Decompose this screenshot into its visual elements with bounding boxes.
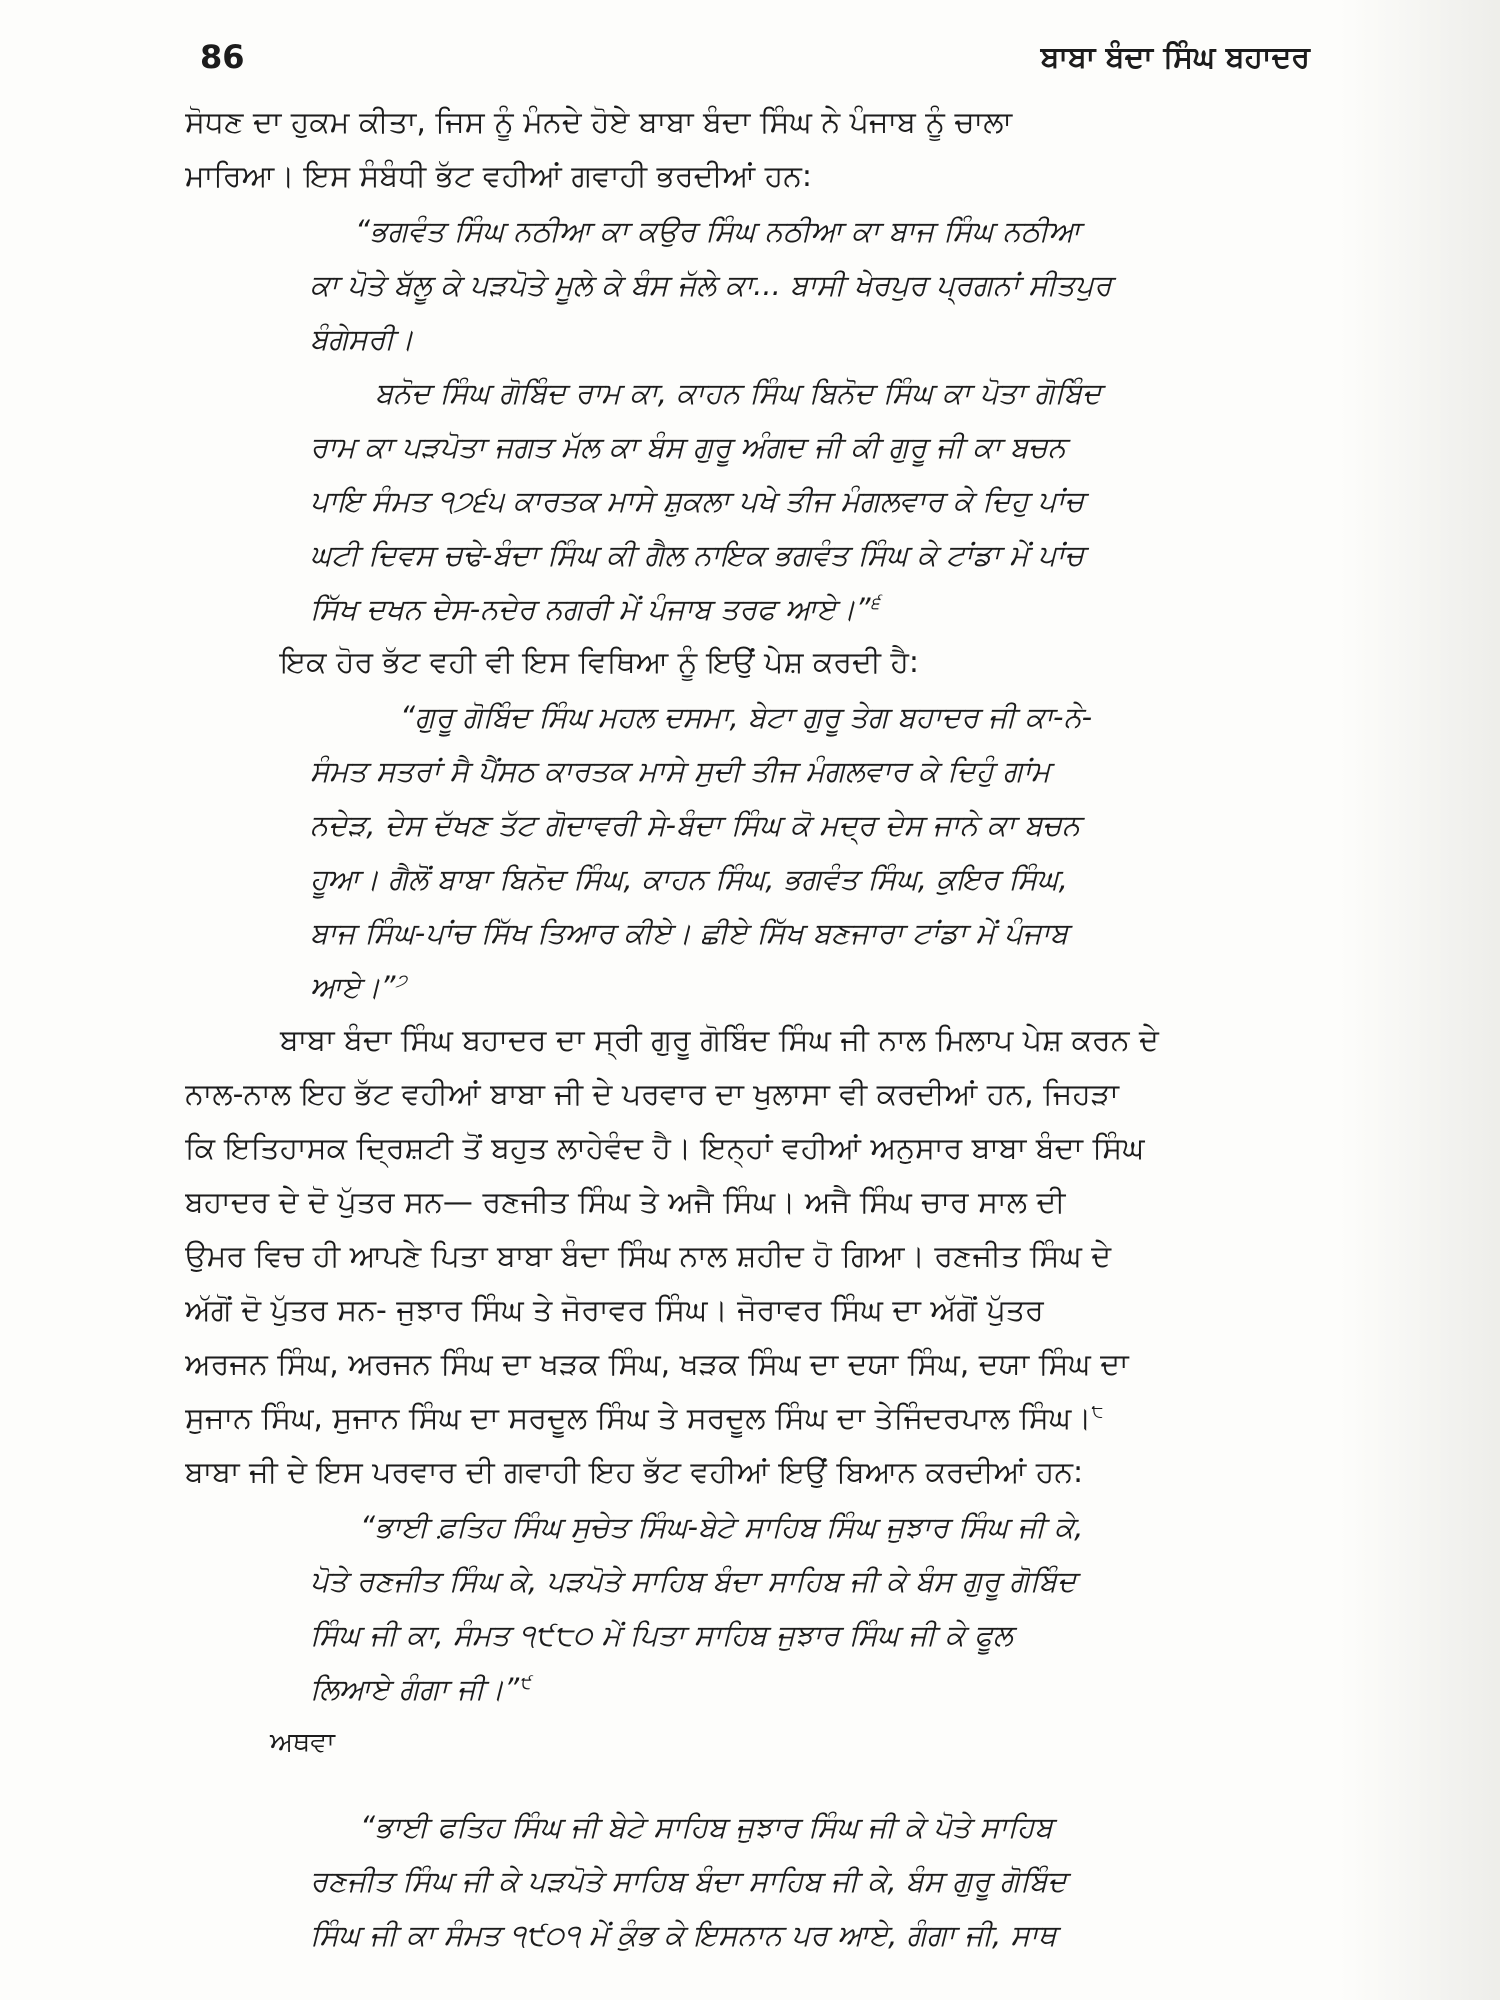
text-line: ਉਮਰ ਵਿਚ ਹੀ ਆਪਣੇ ਪਿਤਾ ਬਾਬਾ ਬੰਦਾ ਸਿੰਘ ਨਾਲ ਸ਼ਹੀਦ ਹੋ ਗਿਆ। ਰਣਜੀਤ ਸਿੰਘ ਦੇ [185, 1239, 1112, 1274]
page-body [185, 96, 1315, 1962]
quote-line: ਪੋਤੇ ਰਣਜੀਤ ਸਿੰਘ ਕੇ, ਪੜਪੋਤੇ ਸਾਹਿਬ ਬੰਦਾ ਸਾਹਿਬ ਜੀ ਕੇ ਬੰਸ ਗੁਰੂ ਗੋਬਿੰਦ [310, 1564, 1077, 1598]
body-text: ਸੁਜਾਨ ਸਿੰਘ, ਸੁਜਾਨ ਸਿੰਘ ਦਾ ਸਰਦੂਲ ਸਿੰਘ ਤੇ ਸਰਦੂਲ ਸਿੰਘ ਦਾ ਤੇਜਿੰਦਰਪਾਲ ਸਿੰਘ। [185, 1401, 1092, 1436]
quote-line: ਬਨੋਦ ਸਿੰਘ ਗੋਬਿੰਦ ਰਾਮ ਕਾ, ਕਾਹਨ ਸਿੰਘ ਬਿਨੋਦ ਸਿੰਘ ਕਾ ਪੋਤਾ ਗੋਬਿੰਦ [375, 376, 1102, 410]
quote-line: ਪਾਇ ਸੰਮਤ ੧੭੬੫ ਕਾਰਤਕ ਮਾਸੇ ਸ਼ੁਕਲਾ ਪਖੇ ਤੀਜ ਮੰਗਲਵਾਰ ਕੇ ਦਿਹੁ ਪਾਂਚ [310, 484, 1085, 518]
quote-text: ਆਏ।” [310, 970, 396, 1004]
quote-line: ਬੰਗੇਸਰੀ। [310, 322, 414, 356]
text-line: ਸੋਧਣ ਦਾ ਹੁਕਮ ਕੀਤਾ, ਜਿਸ ਨੂੰ ਮੰਨਦੇ ਹੋਏ ਬਾਬਾ ਬੰਦਾ ਸਿੰਘ ਨੇ ਪੰਜਾਬ ਨੂੰ ਚਾਲਾ [185, 105, 1013, 140]
quote-line: ਸੰਮਤ ਸਤਰਾਂ ਸੈ ਪੈਂਸਠ ਕਾਰਤਕ ਮਾਸੇ ਸੁਦੀ ਤੀਜ ਮੰਗਲਵਾਰ ਕੇ ਦਿਹੁੰ ਗਾਂਮ [310, 754, 1051, 788]
quote-line: “ਭਾਈ ਫਤਿਹ ਸਿੰਘ ਜੀ ਬੇਟੇ ਸਾਹਿਬ ਜੁਝਾਰ ਸਿੰਘ ਜੀ ਕੇ ਪੋਤੇ ਸਾਹਿਬ [360, 1810, 1053, 1844]
quote-line [185, 960, 1315, 1014]
footnote-marker: ੭ [395, 970, 408, 992]
quote-line: ਰਣਜੀਤ ਸਿੰਘ ਜੀ ਕੇ ਪੜਪੋਤੇ ਸਾਹਿਬ ਬੰਦਾ ਸਾਹਿਬ ਜੀ ਕੇ, ਬੰਸ ਗੁਰੂ ਗੋਬਿੰਦ [310, 1864, 1067, 1898]
page-number: 86 [200, 38, 245, 76]
quote-line: ਰਾਮ ਕਾ ਪੜਪੋਤਾ ਜਗਤ ਮੱਲ ਕਾ ਬੰਸ ਗੁਰੂ ਅੰਗਦ ਜੀ ਕੀ ਗੁਰੂ ਜੀ ਕਾ ਬਚਨ [310, 430, 1066, 464]
quote-line: ਬਾਜ ਸਿੰਘ-ਪਾਂਚ ਸਿੱਖ ਤਿਆਰ ਕੀਏ। ਛੀਏ ਸਿੱਖ ਬਣਜਾਰਾ ਟਾਂਡਾ ਮੇਂ ਪੰਜਾਬ [310, 916, 1069, 950]
quote-line [185, 1662, 1315, 1716]
running-title: ਬਾਬਾ ਬੰਦਾ ਸਿੰਘ ਬਹਾਦਰ [1040, 40, 1310, 75]
quote-line: ਸਿੰਘ ਜੀ ਕਾ, ਸੰਮਤ ੧੯੮੦ ਮੇਂ ਪਿਤਾ ਸਾਹਿਬ ਜੁਝਾਰ ਸਿੰਘ ਜੀ ਕੇ ਫੂਲ [310, 1618, 1013, 1652]
quote-text: ਲਿਆਏ ਗੰਗਾ ਜੀ।” [310, 1672, 520, 1706]
quote-line: ਘਟੀ ਦਿਵਸ ਚਢੇ-ਬੰਦਾ ਸਿੰਘ ਕੀ ਗੈਲ ਨਾਇਕ ਭਗਵੰਤ ਸਿੰਘ ਕੇ ਟਾਂਡਾ ਮੇਂ ਪਾਂਚ [310, 538, 1085, 572]
quote-line: ਕਾ ਪੋਤੇ ਬੱਲੂ ਕੇ ਪੜਪੋਤੇ ਮੂਲੇ ਕੇ ਬੰਸ ਜੱਲੇ ਕਾ... ਬਾਸੀ ਖੇਰਪੁਰ ਪ੍ਰਗਨਾਂ ਸੀਤਪੁਰ [310, 268, 1112, 302]
text-line: ਮਾਰਿਆ। ਇਸ ਸੰਬੰਧੀ ਭੱਟ ਵਹੀਆਂ ਗਵਾਹੀ ਭਰਦੀਆਂ ਹਨ: [185, 159, 813, 194]
page-edge-shadow [1340, 0, 1500, 2000]
blank-line [185, 1770, 1315, 1800]
text-line: ਬਾਬਾ ਜੀ ਦੇ ਇਸ ਪਰਵਾਰ ਦੀ ਗਵਾਹੀ ਇਹ ਭੱਟ ਵਹੀਆਂ ਇਉਂ ਬਿਆਨ ਕਰਦੀਆਂ ਹਨ: [185, 1455, 1084, 1490]
text-line: ਇਕ ਹੋਰ ਭੱਟ ਵਹੀ ਵੀ ਇਸ ਵਿਥਿਆ ਨੂੰ ਇਉਂ ਪੇਸ਼ ਕਰਦੀ ਹੈ: [280, 645, 919, 680]
page-header [200, 38, 1310, 88]
footnote-marker: ੯ [519, 1672, 531, 1694]
quote-line: ਹੂਆ। ਗੈਲੋਂ ਬਾਬਾ ਬਿਨੋਦ ਸਿੰਘ, ਕਾਹਨ ਸਿੰਘ, ਭਗਵੰਤ ਸਿੰਘ, ਕੁਇਰ ਸਿੰਘ, [310, 862, 1068, 896]
text-line: ਨਾਲ-ਨਾਲ ਇਹ ਭੱਟ ਵਹੀਆਂ ਬਾਬਾ ਜੀ ਦੇ ਪਰਵਾਰ ਦਾ ਖੁਲਾਸਾ ਵੀ ਕਰਦੀਆਂ ਹਨ, ਜਿਹੜਾ [185, 1077, 1119, 1112]
text-line: ਬਹਾਦਰ ਦੇ ਦੋ ਪੁੱਤਰ ਸਨ— ਰਣਜੀਤ ਸਿੰਘ ਤੇ ਅਜੈ ਸਿੰਘ। ਅਜੈ ਸਿੰਘ ਚਾਰ ਸਾਲ ਦੀ [185, 1185, 1066, 1220]
quote-line: “ਭਗਵੰਤ ਸਿੰਘ ਨਠੀਆ ਕਾ ਕਉਰ ਸਿੰਘ ਨਠੀਆ ਕਾ ਬਾਜ ਸਿੰਘ ਨਠੀਆ [355, 214, 1081, 248]
quote-line: “ਭਾਈ ਫ਼ਤਿਹ ਸਿੰਘ ਸੁਚੇਤ ਸਿੰਘ-ਬੇਟੇ ਸਾਹਿਬ ਸਿੰਘ ਜੁਝਾਰ ਸਿੰਘ ਜੀ ਕੇ, [360, 1510, 1084, 1544]
text-line: ਅਥਵਾ [270, 1727, 335, 1758]
quote-line: “ਗੁਰੂ ਗੋਬਿੰਦ ਸਿੰਘ ਮਹਲ ਦਸਮਾ, ਬੇਟਾ ਗੁਰੂ ਤੇਗ ਬਹਾਦਰ ਜੀ ਕਾ-ਨੇ- [400, 700, 1093, 734]
text-line [185, 1392, 1315, 1446]
text-line: ਬਾਬਾ ਬੰਦਾ ਸਿੰਘ ਬਹਾਦਰ ਦਾ ਸ੍ਰੀ ਗੁਰੂ ਗੋਬਿੰਦ ਸਿੰਘ ਜੀ ਨਾਲ ਮਿਲਾਪ ਪੇਸ਼ ਕਰਨ ਦੇ [280, 1023, 1159, 1058]
quote-text: ਸਿੱਖ ਦਖਨ ਦੇਸ-ਨਦੇਰ ਨਗਰੀ ਮੇਂ ਪੰਜਾਬ ਤਰਫ ਆਏ।” [310, 592, 871, 626]
quote-line [185, 582, 1315, 636]
quote-line: ਸਿੰਘ ਜੀ ਕਾ ਸੰਮਤ ੧੯੦੧ ਮੇਂ ਕੁੰਭ ਕੇ ਇਸਨਾਨ ਪਰ ਆਏ, ਗੰਗਾ ਜੀ, ਸਾਥ [310, 1918, 1057, 1952]
footnote-marker: ੬ [870, 592, 880, 614]
text-line: ਅੱਗੋਂ ਦੋ ਪੁੱਤਰ ਸਨ- ਜੁਝਾਰ ਸਿੰਘ ਤੇ ਜੋਰਾਵਰ ਸਿੰਘ। ਜੋਰਾਵਰ ਸਿੰਘ ਦਾ ਅੱਗੋਂ ਪੁੱਤਰ [185, 1293, 1044, 1328]
text-line: ਅਰਜਨ ਸਿੰਘ, ਅਰਜਨ ਸਿੰਘ ਦਾ ਖੜਕ ਸਿੰਘ, ਖੜਕ ਸਿੰਘ ਦਾ ਦਯਾ ਸਿੰਘ, ਦਯਾ ਸਿੰਘ ਦਾ [185, 1347, 1129, 1382]
quote-line: ਨਦੇੜ, ਦੇਸ ਦੱਖਣ ਤੱਟ ਗੋਦਾਵਰੀ ਸੇ-ਬੰਦਾ ਸਿੰਘ ਕੋ ਮਦ੍ਰ ਦੇਸ ਜਾਨੇ ਕਾ ਬਚਨ [310, 808, 1081, 842]
text-line: ਕਿ ਇਤਿਹਾਸਕ ਦ੍ਰਿਸ਼ਟੀ ਤੋਂ ਬਹੁਤ ਲਾਹੇਵੰਦ ਹੈ। ਇਨ੍ਹਾਂ ਵਹੀਆਂ ਅਨੁਸਾਰ ਬਾਬਾ ਬੰਦਾ ਸਿੰਘ [185, 1131, 1145, 1166]
footnote-marker: ੮ [1091, 1401, 1104, 1422]
